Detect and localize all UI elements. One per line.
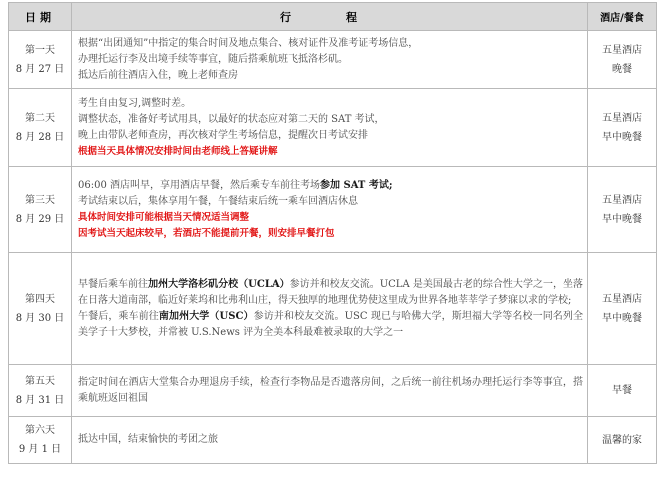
itinerary-paragraph: 指定时间在酒店大堂集合办理退房手续，检查行李物品是否遗落房间，之后统一前往机场办理托运行李等事宜，搭乘航班返回祖国 [78, 376, 583, 404]
itinerary-cell [72, 253, 588, 365]
note-red: 具体时间安排可能根据当天情况适当调整 [78, 211, 250, 223]
note-red: 根据当天具体情况安排时间由老师线上答疑讲解 [78, 145, 278, 157]
meal-label: 早中晚餐 [602, 213, 642, 225]
day-date: 9 月 1 日 [18, 444, 62, 455]
day-date: 8 月 30 日 [15, 312, 65, 324]
day-label: 第一天 [25, 44, 55, 56]
table-row [9, 417, 657, 464]
itinerary-cell [72, 167, 588, 253]
day-label: 第五天 [25, 375, 55, 387]
itinerary-line: 抵达后前往酒店入住，晚上老师查房 [78, 69, 238, 81]
itinerary-cell [72, 31, 588, 89]
meal-label: 早餐 [612, 385, 632, 396]
itinerary-table-wrapper [8, 2, 656, 464]
itinerary-line: 办理托运行李及出境手续等事宜，随后搭乘航班飞抵洛杉矶。 [78, 53, 348, 65]
hotel-label: 五星酒店 [602, 194, 642, 206]
day-cell [9, 167, 72, 253]
itinerary-line: 根据“出团通知”中指定的集合时间及地点集合、核对证件及准考证考场信息， [78, 37, 419, 49]
day-label: 第二天 [25, 112, 55, 124]
meal-cell [588, 31, 657, 89]
day-cell [9, 365, 72, 417]
table-row [9, 253, 657, 365]
day-date: 8 月 31 日 [15, 394, 65, 406]
meal-cell [588, 167, 657, 253]
itinerary-line: 考试结束以后，集体享用午餐，午餐结束后统一乘车回酒店休息 [78, 195, 358, 207]
itinerary-text: 午餐后，乘车前往 [78, 310, 159, 322]
itinerary-text: 早餐后乘车前往 [78, 278, 149, 290]
day-date: 8 月 27 日 [15, 63, 65, 75]
meal-cell [588, 253, 657, 365]
hotel-label: 五星酒店 [602, 44, 642, 56]
table-row [9, 31, 657, 89]
itinerary-cell [72, 89, 588, 167]
header-itinerary: 行 程 [72, 3, 588, 31]
meal-label: 早中晚餐 [602, 131, 642, 143]
header-row [9, 3, 657, 31]
meal-label: 温馨的家 [602, 434, 642, 446]
day-date: 8 月 29 日 [15, 213, 65, 225]
itinerary-text: 参访并和校友交流。UCLA 是美国最古老的综合性大学之一，坐落在日落大道南部，临近好莱坞和比弗利山庄，得天独厚的地理优势使这里成为世界各地莘莘学子梦寐以求的学校; [78, 278, 583, 306]
itinerary-line: 考生自由复习,调整时差。 [78, 97, 192, 109]
itinerary-text: 06:00 酒店叫早，享用酒店早餐，然后乘专车前往考场 [78, 179, 320, 191]
hotel-label: 五星酒店 [602, 112, 642, 124]
day-label: 第六天 [25, 425, 55, 436]
table-row [9, 167, 657, 253]
itinerary-text: 参访并和校友交流。USC 现已与哈佛大学，斯坦福大学等名校一同名列全美学子十大梦校，并常被 U.S.News 评为全美本科最难被录取的大学之一 [78, 310, 584, 338]
day-label: 第三天 [25, 194, 55, 206]
table-row [9, 89, 657, 167]
note-red: 因考试当天起床较早，若酒店不能提前开餐，则安排早餐打包 [78, 227, 335, 239]
table-row [9, 365, 657, 417]
exam-highlight: 参加 SAT 考试; [320, 179, 393, 191]
day-cell [9, 253, 72, 365]
day-label: 第四天 [25, 293, 55, 305]
meal-cell [588, 89, 657, 167]
itinerary-paragraph [78, 277, 583, 309]
hotel-label: 五星酒店 [602, 293, 642, 305]
header-meal: 酒店/餐食 [588, 3, 657, 31]
itinerary-cell [72, 417, 588, 464]
day-cell [9, 417, 72, 464]
itinerary-line [78, 178, 583, 194]
itinerary-paragraph: 抵达中国，结束愉快的考团之旅 [78, 434, 218, 445]
itinerary-line: 调整状态，准备好考试用具，以最好的状态应对第二天的 SAT 考试， [78, 113, 385, 125]
ucla-highlight: 加州大学洛杉矶分校（UCLA） [148, 278, 290, 290]
meal-cell [588, 417, 657, 464]
header-date: 日期 [9, 3, 72, 31]
meal-label: 早中晚餐 [602, 312, 642, 324]
day-cell [9, 31, 72, 89]
itinerary-paragraph [78, 309, 583, 341]
itinerary-cell [72, 365, 588, 417]
meal-label: 晚餐 [612, 63, 632, 75]
itinerary-line: 晚上由带队老师查房，再次核对学生考场信息，提醒次日考试安排 [78, 129, 368, 141]
day-cell [9, 89, 72, 167]
day-date: 8 月 28 日 [15, 131, 65, 143]
usc-highlight: 南加州大学（USC） [158, 310, 254, 322]
itinerary-table [8, 2, 657, 464]
meal-cell [588, 365, 657, 417]
